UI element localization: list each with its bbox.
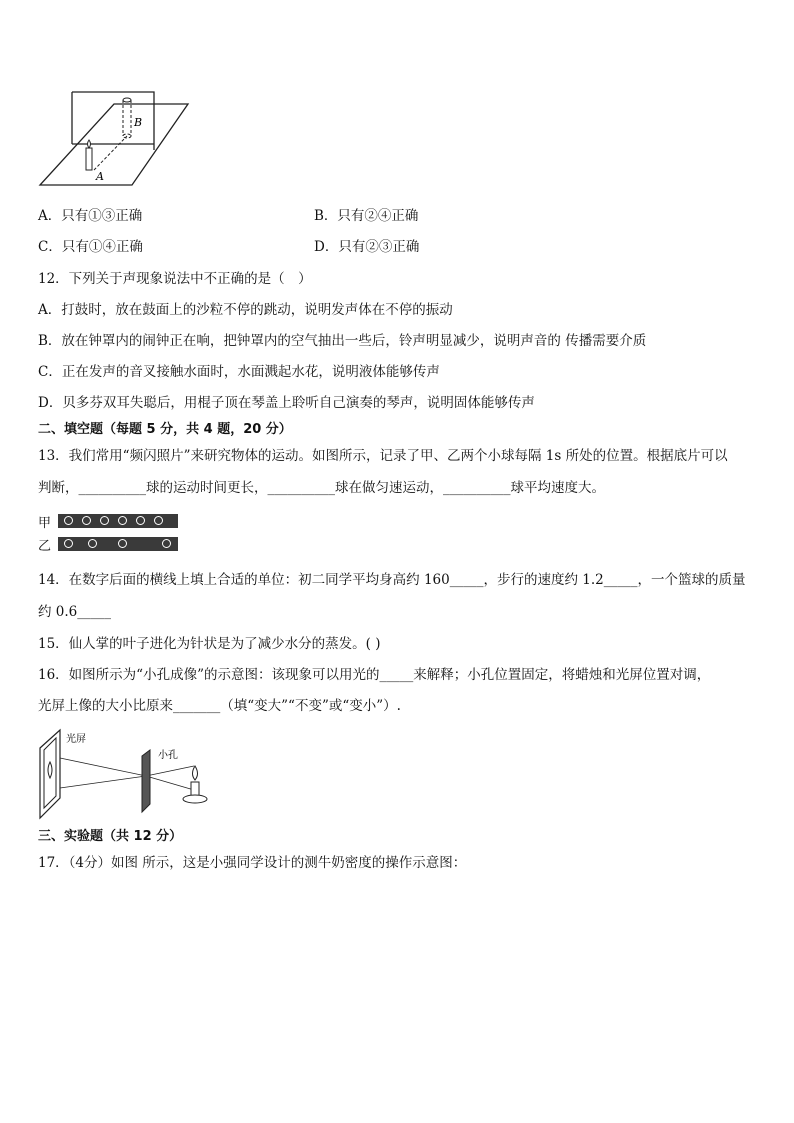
strip-label-yi: 乙 [38,539,52,554]
label-b: B [134,116,143,129]
label-hole: 小孔 [158,750,178,761]
q14-line-2: 约 0.6_____ [38,604,112,620]
plane-mirror-figure [36,84,192,190]
q14-line-1: 14．在数字后面的横线上填上合适的单位：初二同学平均身高约 160_____，步行的速度约 1.2_____，一个篮球的质量 [38,572,746,588]
label-screen: 光屏 [66,734,86,745]
q12-option-b: B．放在钟罩内的闹钟正在响，把钟罩内的空气抽出一些后，铃声明显减少，说明声音的 传播需要介质 [38,333,647,349]
q17-line-1: 17．（4分）如图 所示，这是小强同学设计的测牛奶密度的操作示意图： [38,855,467,871]
ball [118,539,127,548]
ball [154,516,163,525]
strobe-strip-yi [58,537,178,551]
q13-line-2: 判断，__________球的运动时间更长，__________球在做匀速运动，__________球平均速度大。 [38,480,605,496]
section-2-heading: 二、填空题（每题 5 分，共 4 题，20 分） [38,422,292,437]
ball [64,539,73,548]
q11-option-c: C．只有①④正确 [38,239,143,255]
strobe-strip-jia [58,514,178,528]
q16-line-2: 光屏上像的大小比原来_______（填“变大”“不变”或“变小”）. [38,698,401,714]
section-3-heading: 三、实验题（共 12 分） [38,829,183,844]
q13-line-1: 13．我们常用“频闪照片”来研究物体的运动。如图所示，记录了甲、乙两个小球每隔 1s 所处的位置。根据底片可以 [38,448,728,464]
ball [88,539,97,548]
ball [100,516,109,525]
ball [118,516,127,525]
q12-stem: 12．下列关于声现象说法中不正确的是（ ） [38,271,312,287]
strip-label-jia: 甲 [38,516,52,531]
q12-option-a: A．打鼓时，放在鼓面上的沙粒不停的跳动，说明发声体在不停的振动 [38,302,453,318]
q12-option-c: C．正在发声的音叉接触水面时，水面溅起水花，说明液体能够传声 [38,364,440,380]
q15-line-1: 15．仙人掌的叶子进化为针状是为了减少水分的蒸发。( ) [38,636,381,652]
q11-option-d: D．只有②③正确 [314,239,420,255]
ball [162,539,171,548]
label-a: A [96,170,104,183]
q16-line-1: 16．如图所示为“小孔成像”的示意图：该现象可以用光的_____来解释；小孔位置固定，将蜡烛和光屏位置对调， [38,667,711,683]
ball [82,516,91,525]
pinhole-figure [36,726,216,822]
ball [136,516,145,525]
q12-option-d: D．贝多芬双耳失聪后，用棍子顶在琴盖上聆听自己演奏的琴声，说明固体能够传声 [38,395,535,411]
q11-option-a: A．只有①③正确 [38,208,143,224]
q11-option-b: B．只有②④正确 [314,208,419,224]
ball [64,516,73,525]
